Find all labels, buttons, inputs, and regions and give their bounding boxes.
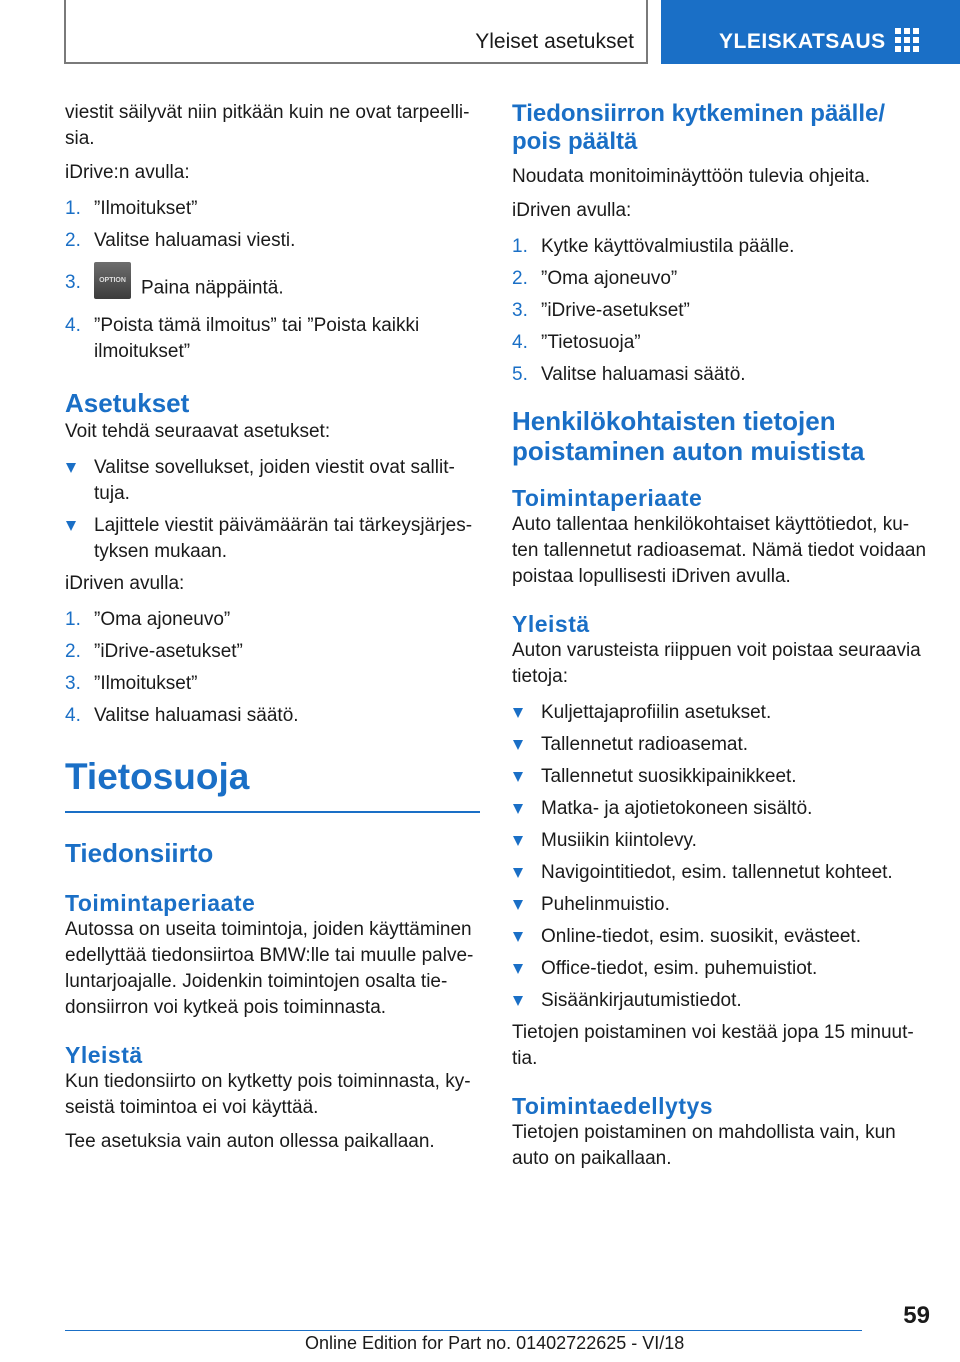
list-item <box>512 828 930 854</box>
step-number: 1. <box>65 198 81 219</box>
triangle-bullet-icon <box>513 932 523 942</box>
list-item <box>512 892 930 918</box>
list-item <box>512 796 930 822</box>
list-item <box>65 196 480 222</box>
idrive-label: iDriven avulla: <box>512 200 632 221</box>
item-text: Office-tiedot, esim. puhemuistiot. <box>541 958 818 979</box>
step-number: 3. <box>65 673 81 694</box>
list-item <box>65 671 480 697</box>
settings-list <box>65 455 480 565</box>
triangle-bullet-icon <box>513 772 523 782</box>
step-text: ”Oma ajoneuvo” <box>541 268 678 289</box>
step-number: 3. <box>65 272 81 293</box>
section-header <box>64 0 648 64</box>
list-item <box>65 607 480 633</box>
step-text: Valitse haluamasi säätö. <box>541 364 746 385</box>
triangle-bullet-icon <box>513 708 523 718</box>
list-item <box>512 860 930 886</box>
tab-yleiskatsaus[interactable] <box>661 0 960 64</box>
step-text: ”Ilmoitukset” <box>94 673 198 694</box>
step-number: 4. <box>65 315 81 336</box>
list-item <box>512 298 930 324</box>
idrive-label: iDrive:n avulla: <box>65 162 190 183</box>
yleista-text-2: Tee asetuksia vain auton ollessa paikallaan. <box>65 1131 435 1152</box>
item-text: Musiikin kiintolevy. <box>541 830 697 851</box>
heading-toimintaperiaate: Toimintaperiaate <box>65 890 256 916</box>
list-item <box>65 703 480 729</box>
yleista-text: Auton varusteista riippuen voit poistaa seuraavia tietoja: <box>512 640 921 687</box>
kytkeminen-intro: Noudata monitoiminäyttöön tulevia ohjeita. <box>512 166 871 187</box>
list-item <box>65 513 480 565</box>
item-text: Puhelinmuistio. <box>541 894 670 915</box>
toimintaperiaate-text: Auto tallentaa henkilökohtaiset käyttötiedot, ku-ten tallennetut radioasemat. Nämä tiedot voidaan poistaa lopullisesti iDriven avulla. <box>512 514 927 587</box>
list-item <box>512 700 930 726</box>
footer-divider <box>65 1330 862 1331</box>
list-item <box>65 313 480 365</box>
right-column <box>512 100 930 1172</box>
steps-list-2 <box>65 607 480 729</box>
heading-kytkeminen: Tiedonsiirron kytkeminen päälle/ pois päältä <box>512 100 886 155</box>
option-button-icon <box>94 262 131 299</box>
item-text: Online-tiedot, esim. suosikit, evästeet. <box>541 926 861 947</box>
page-number: 59 <box>903 1302 930 1329</box>
triangle-bullet-icon <box>513 964 523 974</box>
poisto-text: Tietojen poistaminen voi kestää jopa 15 minuut-tia. <box>512 1022 914 1069</box>
list-item <box>512 956 930 982</box>
item-text: Navigointitiedot, esim. tallennetut kohteet. <box>541 862 893 883</box>
list-item <box>512 234 930 260</box>
step-number: 1. <box>65 609 81 630</box>
left-column <box>65 100 480 1155</box>
step-text: ”iDrive-asetukset” <box>541 300 690 321</box>
list-item <box>65 228 480 254</box>
heading-yleista: Yleistä <box>65 1042 143 1068</box>
triangle-bullet-icon <box>66 463 76 473</box>
item-text: Lajittele viestit päivämäärän tai tärkeysjärjes-tyksen mukaan. <box>94 515 473 562</box>
step-number: 2. <box>65 230 81 251</box>
step-text: ”Oma ajoneuvo” <box>94 609 231 630</box>
triangle-bullet-icon <box>513 836 523 846</box>
asetukset-intro: Voit tehdä seuraavat asetukset: <box>65 421 331 442</box>
section-title: Yleiset asetukset <box>475 30 634 53</box>
triangle-bullet-icon <box>513 868 523 878</box>
steps-list-right <box>512 234 930 388</box>
heading-yleista: Yleistä <box>512 611 590 637</box>
list-item <box>512 988 930 1014</box>
heading-toimintaedellytys: Toimintaedellytys <box>512 1093 714 1119</box>
yleista-text-1: Kun tiedonsiirto on kytketty pois toiminnasta, ky-seistä toimintoa ei voi käyttää. <box>65 1071 471 1118</box>
triangle-bullet-icon <box>513 900 523 910</box>
toimintaperiaate-text: Autossa on useita toimintoja, joiden käyttäminen edellyttää tiedonsiirtoa BMW:lle tai muulle palve-luntarjoajalle. Joidenkin toimintojen osalta tie-donsiirron voi kytkeä pois toiminnasta. <box>65 919 474 1018</box>
heading-divider <box>65 811 480 813</box>
list-item <box>512 330 930 356</box>
heading-tiedonsiirto: Tiedonsiirto <box>65 838 214 868</box>
data-items-list <box>512 700 930 1014</box>
step-number: 4. <box>65 705 81 726</box>
step-text: Valitse haluamasi viesti. <box>94 230 296 251</box>
heading-henkilotiedot: Henkilökohtaisten tietojen poistaminen auton muistista <box>512 406 865 466</box>
option-button-label: OPTION <box>99 277 126 284</box>
triangle-bullet-icon <box>513 996 523 1006</box>
list-item <box>512 764 930 790</box>
step-number: 2. <box>512 268 528 289</box>
item-text: Tallennetut suosikkipainikkeet. <box>541 766 797 787</box>
step-text: Kytke käyttövalmiustila päälle. <box>541 236 795 257</box>
steps-list-1 <box>65 196 480 365</box>
list-item <box>65 270 480 307</box>
step-text: ”Tietosuoja” <box>541 332 641 353</box>
step-text: ”Ilmoitukset” <box>94 198 198 219</box>
step-text: ”iDrive-asetukset” <box>94 641 243 662</box>
heading-toimintaperiaate: Toimintaperiaate <box>512 485 703 511</box>
step-number: 3. <box>512 300 528 321</box>
triangle-bullet-icon <box>513 804 523 814</box>
item-text: Valitse sovellukset, joiden viestit ovat sallit-tuja. <box>94 457 455 504</box>
idrive-label: iDriven avulla: <box>65 573 185 594</box>
list-item <box>512 266 930 292</box>
list-item <box>512 924 930 950</box>
list-item <box>512 732 930 758</box>
step-number: 1. <box>512 236 528 257</box>
step-text: ”Poista tämä ilmoitus” tai ”Poista kaikki ilmoitukset” <box>94 315 420 362</box>
tab-label: YLEISKATSAUS <box>719 30 886 53</box>
heading-asetukset: Asetukset <box>65 388 190 418</box>
edition-text: Online Edition for Part no. 01402722625 - VI/18 <box>305 1333 685 1353</box>
item-text: Sisäänkirjautumistiedot. <box>541 990 742 1011</box>
step-text: Valitse haluamasi säätö. <box>94 705 299 726</box>
item-text: Matka- ja ajotietokoneen sisältö. <box>541 798 813 819</box>
heading-tietosuoja: Tietosuoja <box>65 756 250 797</box>
intro-text: viestit säilyvät niin pitkään kuin ne ovat tarpeelli-sia. <box>65 102 470 149</box>
grid-icon <box>895 28 919 52</box>
item-text: Kuljettajaprofiilin asetukset. <box>541 702 772 723</box>
step-number: 4. <box>512 332 528 353</box>
edellytys-text: Tietojen poistaminen on mahdollista vain, kun auto on paikallaan. <box>512 1122 896 1169</box>
triangle-bullet-icon <box>513 740 523 750</box>
step-number: 5. <box>512 364 528 385</box>
step-number: 2. <box>65 641 81 662</box>
step-text: Paina näppäintä. <box>141 277 284 299</box>
item-text: Tallennetut radioasemat. <box>541 734 749 755</box>
triangle-bullet-icon <box>66 521 76 531</box>
list-item <box>65 455 480 507</box>
list-item <box>512 362 930 388</box>
list-item <box>65 639 480 665</box>
